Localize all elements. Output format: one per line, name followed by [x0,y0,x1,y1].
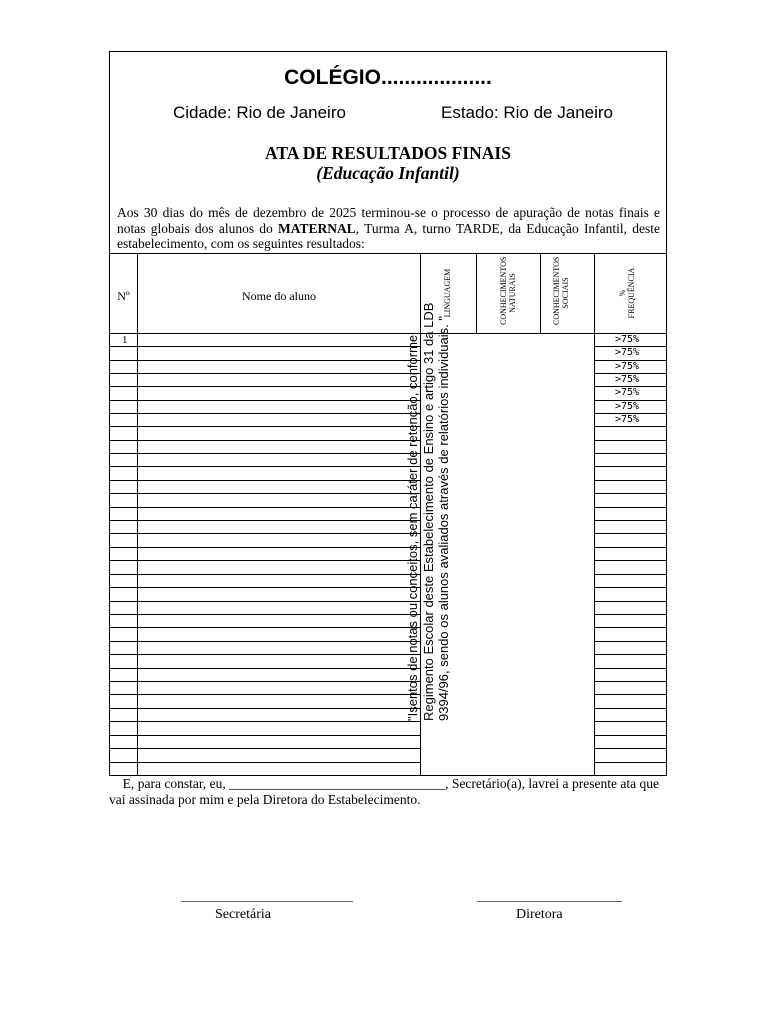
table-row-line [594,681,666,682]
table-row-line [594,480,666,481]
table-row-line [594,694,666,695]
table-row-line [110,654,420,655]
table-row-line [594,386,666,387]
document-subtitle: (Educação Infantil) [316,163,460,183]
table-row-line [110,507,420,508]
intro-text-1: Aos 30 dias do mês de dezembro de 2025 terminou-se o processo de apuração de notas finais e notas globais dos alunos do [117,205,660,236]
frequency-value: >75% [615,347,640,359]
table-row-line [110,413,420,414]
document-frame [109,51,667,776]
table-row-line [110,735,420,736]
table-row-line [594,440,666,441]
column-divider [476,253,477,333]
header-student-name: Nome do aluno [242,289,316,303]
table-row-line [594,533,666,534]
director-signature-line [477,901,622,902]
city-label: Cidade: Rio de Janeiro [173,103,346,122]
table-row-line [110,668,420,669]
table-row-line [594,360,666,361]
table-row-line [594,400,666,401]
table-row-line [594,547,666,548]
frequency-value: >75% [615,387,640,399]
table-row-line [594,668,666,669]
table-row-line [594,627,666,628]
secretary-signature-line [181,901,353,902]
school-title: COLÉGIO................... [284,66,492,89]
table-row-line [594,520,666,521]
table-row-line [594,601,666,602]
table-row-line [110,520,420,521]
column-divider [137,253,138,775]
exemption-note-line2: Regimento Escolar deste Estabelecimento de Ensino e artigo 31 da LDB [420,302,436,721]
frequency-value: >75% [615,360,640,372]
frequency-value: >75% [615,373,640,385]
table-row-line [594,493,666,494]
table-row-line [594,346,666,347]
table-row-line [594,748,666,749]
table-row-line [110,453,420,454]
exemption-note [405,261,453,721]
header-bottom-border [110,333,666,334]
header-frequency-label: FREQUÊNCIA [627,267,636,319]
secretary-label: Secretária [215,907,271,922]
state-label: Estado: Rio de Janeiro [441,103,613,122]
table-row-line [110,708,420,709]
table-row-line [110,694,420,695]
table-row-line [594,762,666,763]
table-row-line [110,681,420,682]
header-frequency [618,265,638,321]
table-row-line [110,547,420,548]
document-title: ATA DE RESULTADOS FINAIS [265,143,511,163]
table-row-line [594,587,666,588]
table-row-line [110,574,420,575]
table-row-line [110,614,420,615]
table-row-line [110,762,420,763]
table-row-line [110,627,420,628]
table-row-line [110,533,420,534]
table-row-line [594,373,666,374]
frequency-value: >75% [615,400,640,412]
table-row-line [110,426,420,427]
table-row-line [110,748,420,749]
exemption-note-line1: "Isentos de notas ou conceitos, sem caráter de retenção, conforme [405,334,420,721]
table-row-line [110,587,420,588]
table-row-line [110,400,420,401]
table-row-line [594,708,666,709]
class-name: MATERNAL [278,220,356,236]
header-natural-line1: CONHECIMENTOS [499,256,508,325]
frequency-value: >75% [615,413,640,425]
exemption-note-line3: 9394/96, sendo os alunos avaliados através de relatórios individuais. " [436,316,451,721]
table-row-line [110,480,420,481]
column-divider [594,253,595,775]
table-row-line [110,560,420,561]
intro-text-2: , Turma A, turno TARDE, da Educação Infantil, deste estabelecimento, com os seguintes resultados: [117,220,660,252]
table-row-line [594,654,666,655]
table-top-border [110,253,666,254]
table-row-line [110,466,420,467]
table-row-line [110,373,420,374]
table-row-line [110,601,420,602]
director-label: Diretora [516,907,563,922]
intro-paragraph [117,205,660,252]
header-natural-sciences [499,256,519,325]
table-row-line [594,641,666,642]
header-social-line1: CONHECIMENTOS [552,256,561,325]
column-divider [540,253,541,333]
closing-text: E, para constar, eu, ________________________________, Secretário(a), lavrei a presente ata que vai assinada por mim e pela Diretora do Estabelecimento. [109,776,659,807]
row-number: 1 [122,334,128,346]
table-row-line [594,466,666,467]
table-row-line [594,614,666,615]
header-natural-line2: NATURAIS [508,273,517,313]
table-row-line [110,641,420,642]
header-number: Nº [117,289,130,303]
table-row-line [594,574,666,575]
table-row-line [110,386,420,387]
table-row-line [110,346,420,347]
table-row-line [594,426,666,427]
table-row-line [594,560,666,561]
header-language-label: LINGUAGEM [443,268,452,318]
table-row-line [594,507,666,508]
closing-statement [109,776,659,808]
header-frequency-symbol: % [618,289,627,297]
table-row-line [110,721,420,722]
table-row-line [110,360,420,361]
frequency-value: >75% [615,334,640,345]
header-social-sciences [552,256,572,325]
table-row-line [594,453,666,454]
table-row-line [110,493,420,494]
table-row-line [110,440,420,441]
header-social-line2: SOCIAIS [561,277,570,309]
table-row-line [594,721,666,722]
table-row-line [594,413,666,414]
table-row-line [594,735,666,736]
